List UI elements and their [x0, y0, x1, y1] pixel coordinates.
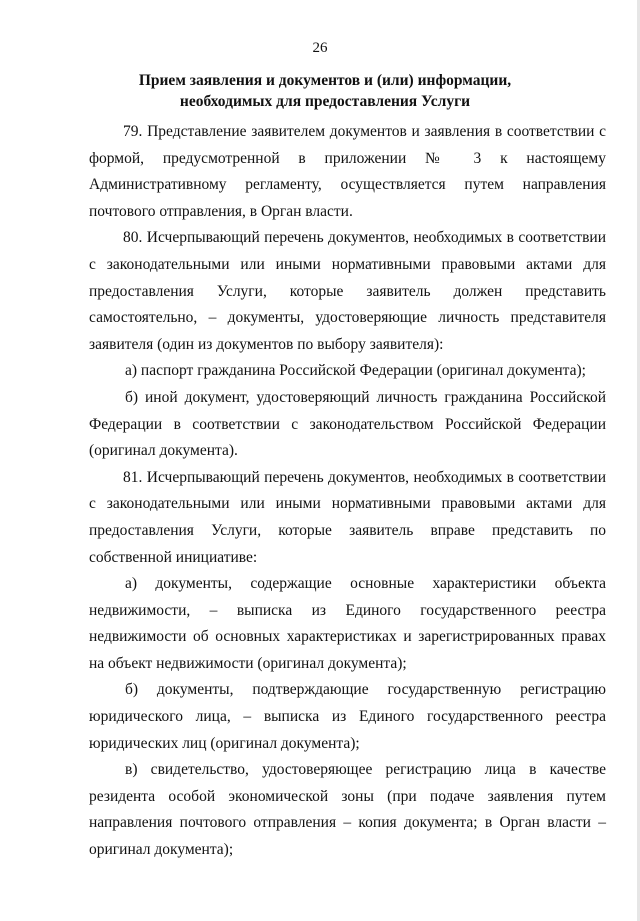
paragraph-81: 81. Исчерпывающий перечень документов, необходимых в соответствии с законодательными или иными нормативными правовыми актами для предоставления Услуги, которые заявитель вправе представить по собственной инициативе: — [89, 468, 606, 566]
paragraph-79: 79. Представление заявителем документов и заявления в соответствии с формой, предусмотренной в приложении № 3 к настоящему Административному регламенту, осуществляется путем направления почтового отправления, в Орган власти. — [89, 123, 606, 220]
section-heading — [90, 70, 560, 112]
paragraph-81-item-a: а) документы, содержащие основные характеристики объекта недвижимости, – выписка из Единого государственного реестра недвижимости об основных характеристиках и зарегистрированных правах на объект недвижимости (оригинал документа); — [89, 575, 606, 672]
paragraph-80: 80. Исчерпывающий перечень документов, необходимых в соответствии с законодательными или иными нормативными правовыми актами для предоставления Услуги, которые заявитель должен представить самостоятельно, – документы, удостоверяющие личность представителя заявителя (один из документов по выбору заявителя): — [89, 229, 606, 353]
document-body — [89, 119, 606, 864]
paragraph-80-item-b: б) иной документ, удостоверяющий личность гражданина Российской Федерации в соответствии с законодательством Российской Федерации (оригинал документа). — [89, 388, 606, 460]
paragraph-81-item-c: в) свидетельство, удостоверяющее регистрацию лица в качестве резидента особой экономической зоны (при подаче заявления путем направления почтового отправления – копия документа; в Орган власти – оригинал документа); — [89, 761, 606, 859]
page-number: 26 — [312, 40, 328, 56]
paragraph-81-item-b: б) документы, подтверждающие государственную регистрацию юридического лица, – выписка из Единого государственного реестра юридических лиц (оригинал документа); — [89, 681, 606, 752]
section-heading-line-2: необходимых для предоставления Услуги — [179, 93, 471, 110]
section-heading-line-1: Прием заявления и документов и (или) информации, — [138, 72, 512, 89]
paragraph-80-item-a: а) паспорт гражданина Российской Федерации (оригинал документа); — [125, 362, 586, 380]
